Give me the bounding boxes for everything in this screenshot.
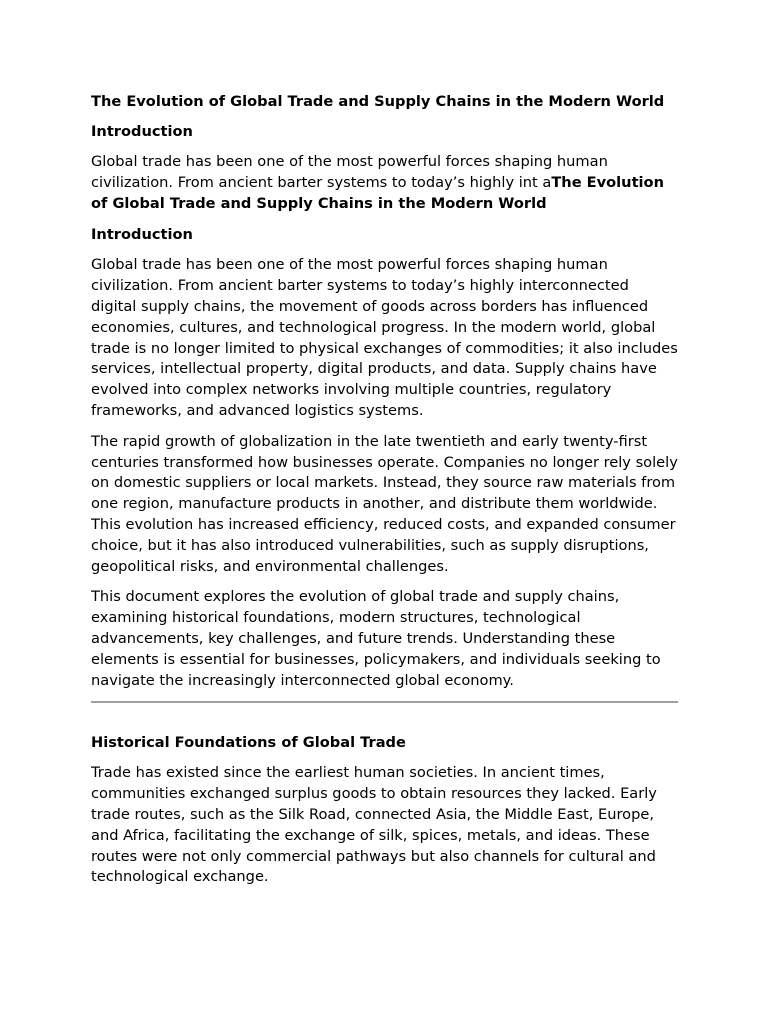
historical-foundations-paragraph: Trade has existed since the earliest human societies. In ancient times, communities exchanged surplus goods to obtain resources they lacked. Early trade routes, such as the Silk Road, connected Asia, the Middle East, Europe, and Africa, facilitating the exchange of silk, spices, metals, and ideas. These routes were not only commercial pathways but also channels for cultural and technological exchange. xyxy=(91,764,657,886)
introduction-heading: Introduction xyxy=(91,123,193,140)
historical-foundations-heading: Historical Foundations of Global Trade xyxy=(91,734,406,752)
repeated-title-text: The Evolution of Global Trade and Supply Chains in the Modern World xyxy=(91,173,664,212)
intro-paragraph-2: The rapid growth of globalization in the late twentieth and early twenty-first centuries transformed how businesses operate. Companies no longer rely solely on domestic suppliers or local markets. Instead, they source raw materials from one region, manufacture products in another, and distribute them worldwide. This evolution has increased efficiency, reduced costs, and expanded consumer choice, but it has also introduced vulnerabilities, such as supply disruptions, geopolitical risks, and environmental challenges. xyxy=(91,432,678,575)
introduction-heading-repeat: Introduction xyxy=(91,226,193,244)
intro-fragment-text: Global trade has been one of the most powerful forces shaping human civilization. From ancient barter systems to today’s highly int a xyxy=(91,153,608,191)
intro-fragment-paragraph xyxy=(91,152,678,214)
intro-paragraph-1: Global trade has been one of the most powerful forces shaping human civilization. From ancient barter systems to today’s highly interconnected digital supply chains, the movement of goods across borders has influenced economies, cultures, and technological progress. In the modern world, global trade is no longer limited to physical exchanges of commodities; it also includes services, intellectual property, digital products, and data. Supply chains have evolved into complex networks involving multiple countries, regulatory frameworks, and advanced logistics systems. xyxy=(91,256,678,419)
document-title: The Evolution of Global Trade and Supply Chains in the Modern World xyxy=(91,93,665,110)
section-divider xyxy=(91,701,678,703)
intro-paragraph-3: This document explores the evolution of global trade and supply chains, examining historical foundations, modern structures, technological advancements, key challenges, and future trends. Understanding these elements is essential for businesses, policymakers, and individuals seeking to navigate the increasingly interconnected global economy. xyxy=(91,588,661,689)
